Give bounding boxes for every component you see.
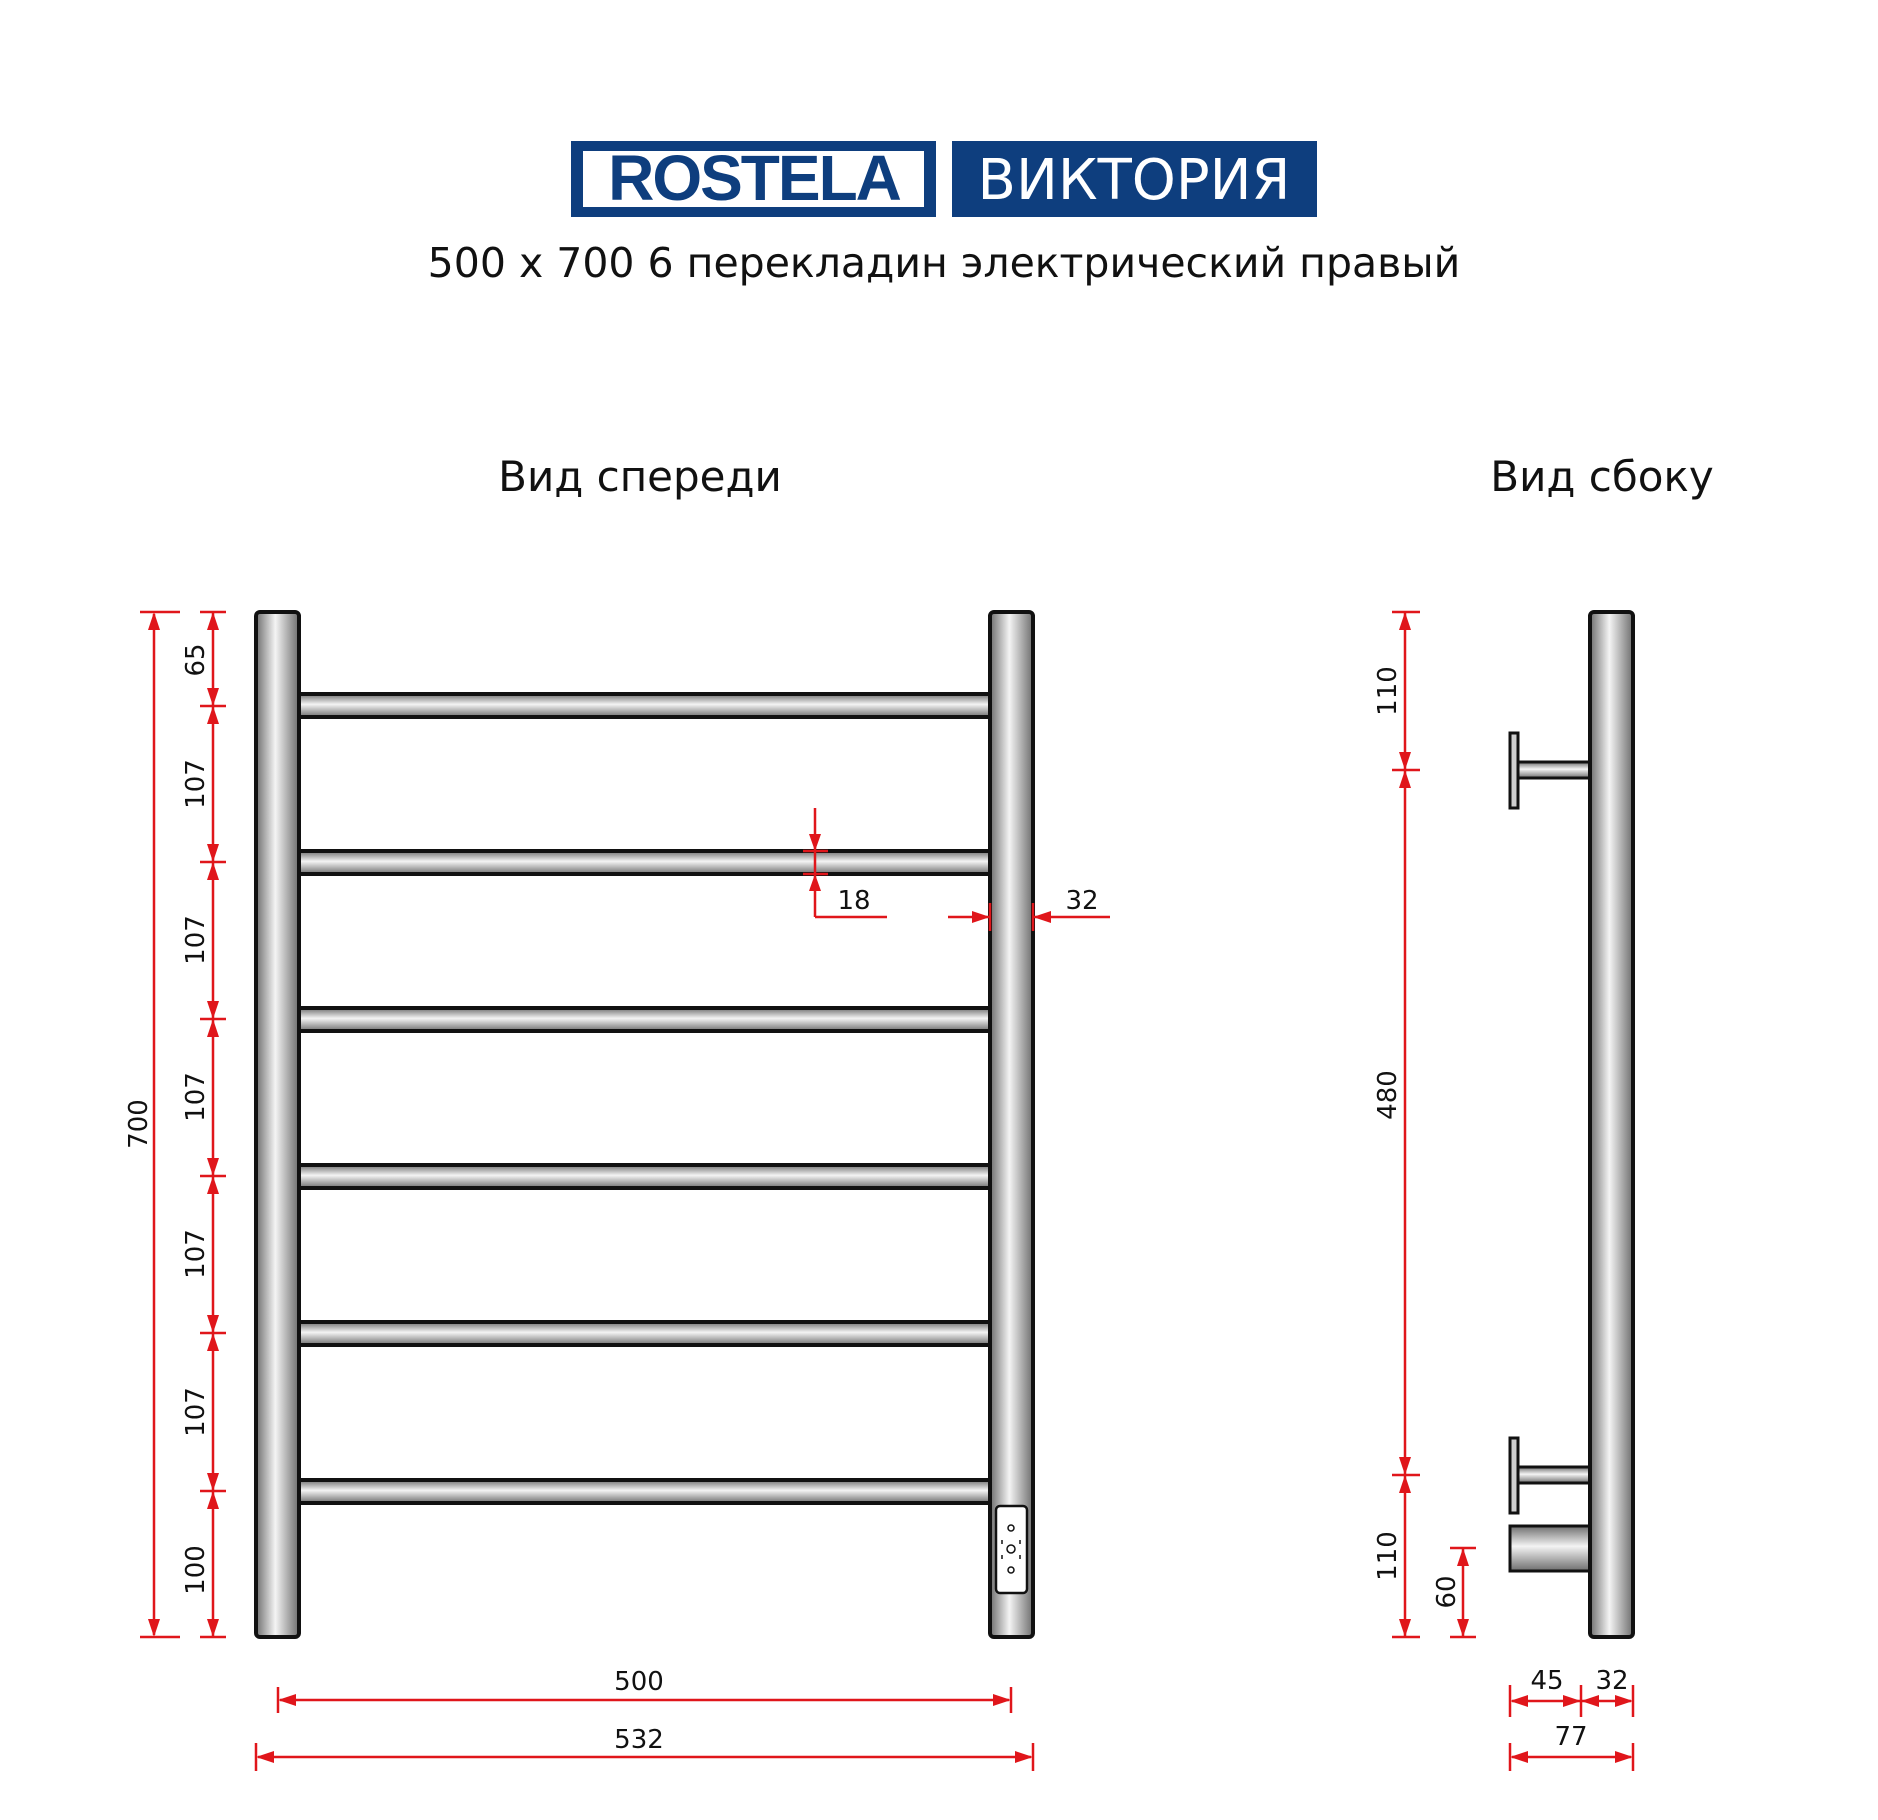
lower-bracket-arm: [1518, 1467, 1590, 1483]
dimension-chain-front: [181, 612, 226, 1637]
crossbar-3: [289, 1008, 1000, 1031]
dimension-chain-side: [1373, 612, 1420, 1637]
crossbar-5: [289, 1322, 1000, 1345]
crossbar-4: [289, 1165, 1000, 1188]
dimension-107-4: 107: [181, 1229, 211, 1279]
dimension-107-3: 107: [181, 1072, 211, 1122]
heater-housing: [1510, 1526, 1590, 1571]
dimension-480: 480: [1373, 1070, 1403, 1120]
upper-bracket-arm: [1518, 762, 1590, 778]
dimension-107-1: 107: [181, 759, 211, 809]
right-post: [990, 612, 1033, 1637]
model-name: ВИКТОРИЯ: [977, 148, 1291, 213]
dimension-110-bottom: 110: [1373, 1531, 1403, 1581]
front-view-title: Вид спереди: [498, 452, 782, 501]
crossbar-2: [289, 851, 1000, 874]
dimension-100: 100: [181, 1545, 211, 1595]
side-view: [1510, 612, 1633, 1637]
upper-wall-flange: [1510, 733, 1518, 808]
model-badge: [952, 141, 1317, 217]
dimension-700: 700: [124, 1099, 154, 1149]
dimension-total-height: [124, 612, 180, 1637]
product-subtitle: 500 x 700 6 перекладин электрический правый: [427, 239, 1461, 287]
front-view: [256, 612, 1033, 1637]
dimension-60: 60: [1432, 1575, 1462, 1609]
dimension-107-2: 107: [181, 915, 211, 965]
lower-wall-flange: [1510, 1438, 1518, 1513]
brand-logo: [571, 141, 936, 217]
dimension-77: 77: [1554, 1722, 1588, 1752]
dimension-heater-height: [1432, 1548, 1476, 1637]
dimension-107-5: 107: [181, 1387, 211, 1437]
dimension-65: 65: [181, 643, 211, 677]
dimension-outer-width: [256, 1725, 1033, 1771]
brand-name: ROSTELA: [608, 142, 900, 214]
dimension-side-depth: [1510, 1666, 1633, 1771]
dimension-532: 532: [614, 1725, 664, 1755]
crossbar-1: [289, 694, 1000, 717]
dimension-inner-width: [278, 1667, 1011, 1713]
heater-control-unit: [996, 1506, 1027, 1593]
side-post: [1590, 612, 1633, 1637]
dimension-18: 18: [837, 886, 871, 916]
dimension-32-front: 32: [1065, 886, 1099, 916]
dimension-500: 500: [614, 1667, 664, 1697]
crossbar-6: [289, 1480, 1000, 1503]
left-post: [256, 612, 299, 1637]
dimension-45: 45: [1530, 1666, 1564, 1696]
dimension-110-top: 110: [1373, 666, 1403, 716]
side-view-title: Вид сбоку: [1490, 452, 1714, 501]
dimension-32-side: 32: [1595, 1666, 1629, 1696]
